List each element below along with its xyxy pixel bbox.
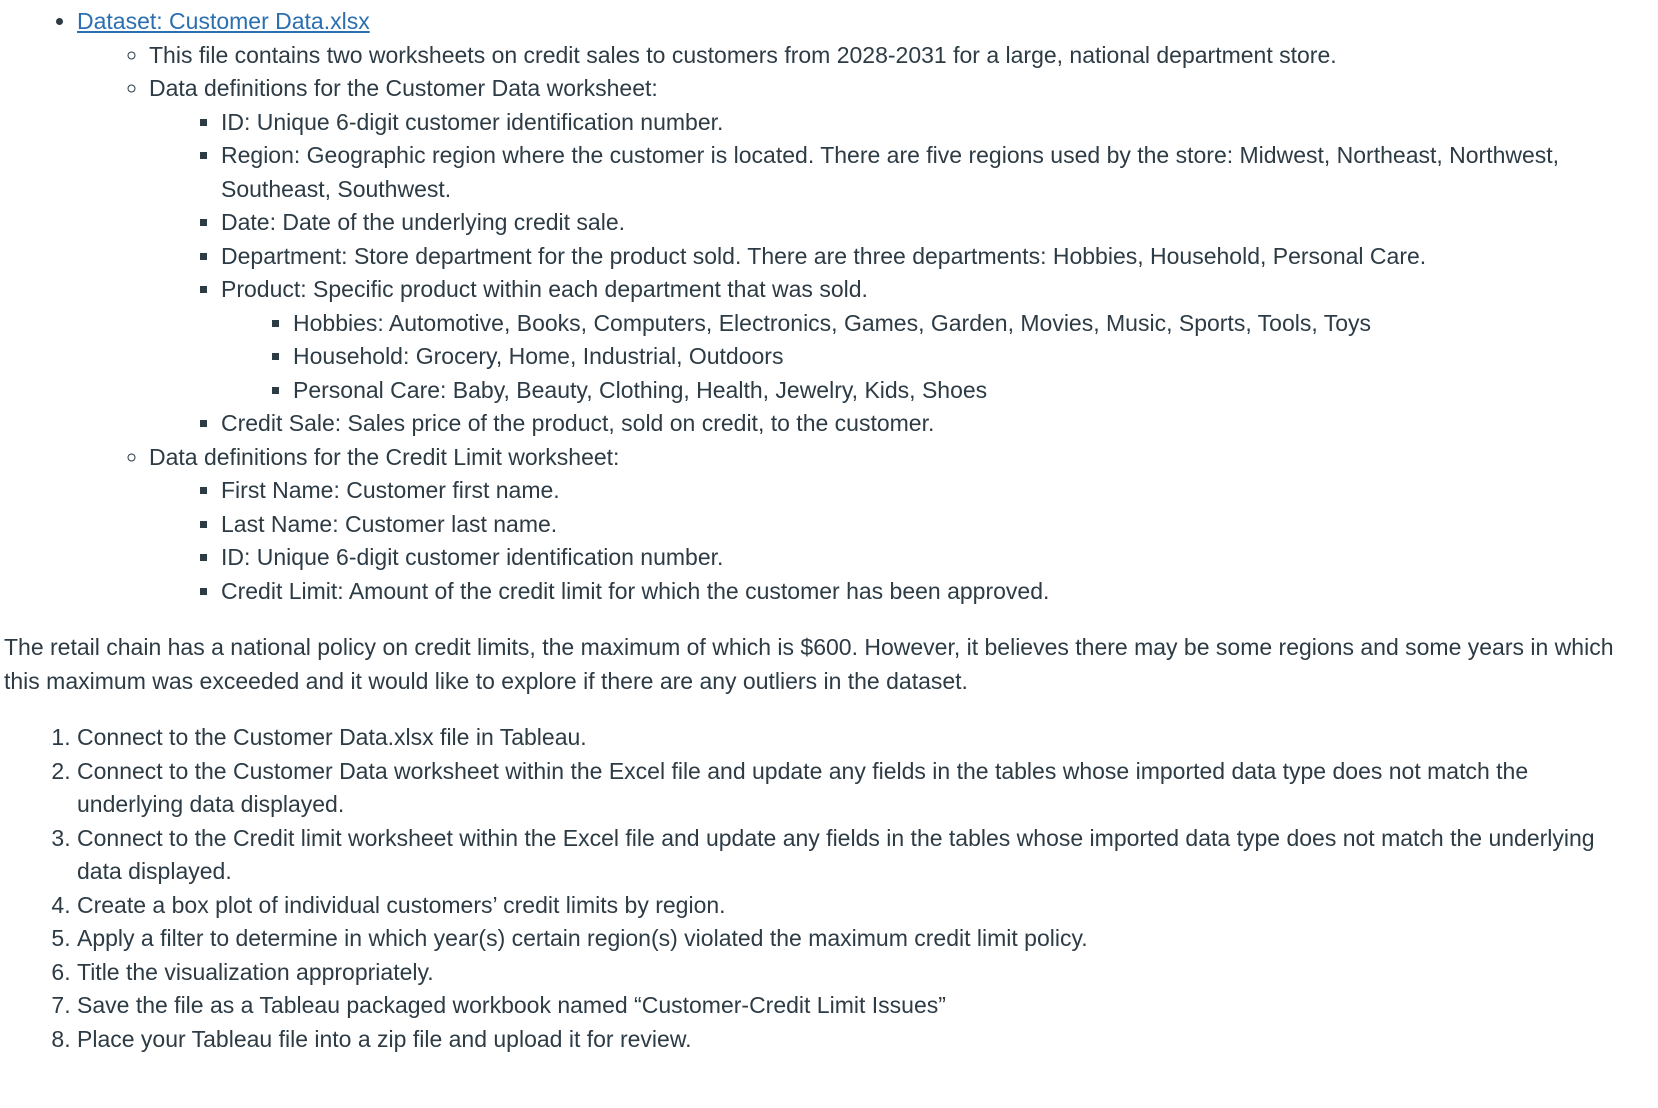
- credit-limit-definitions: [149, 441, 1640, 609]
- field-department: ▪ Department: Store department for the product sold. There are three departments: Hobbies, Household, Personal Care.: [221, 240, 1640, 274]
- step-item: 4. Create a box plot of individual customers’ credit limits by region.: [77, 889, 1640, 923]
- customer-data-heading: Data definitions for the Customer Data worksheet:: [149, 75, 658, 101]
- field-first-name: ▪ First Name: Customer first name.: [221, 474, 1640, 508]
- step-item: 2. Connect to the Customer Data worksheet within the Excel file and update any fields in the tables whose imported data type does not match the underlying data displayed.: [77, 755, 1640, 822]
- intro-paragraph: The retail chain has a national policy on credit limits, the maximum of which is $600. However, it believes there may be some regions and some years in which this maximum was exceeded and it would like to explore if there are any outliers in the dataset.: [4, 634, 1614, 694]
- product-hobbies: ▪ Hobbies: Automotive, Books, Computers, Electronics, Games, Garden, Movies, Music, Sports, Tools, Toys: [293, 307, 1640, 341]
- field-last-name: ▪ Last Name: Customer last name.: [221, 508, 1640, 542]
- steps-list: [0, 721, 1640, 1056]
- field-product: [221, 273, 1640, 407]
- step-item: 6. Title the visualization appropriately.: [77, 956, 1640, 990]
- field-credit-id: ▪ ID: Unique 6-digit customer identification number.: [221, 541, 1640, 575]
- field-id: ▪ ID: Unique 6-digit customer identification number.: [221, 106, 1640, 140]
- product-household: ▪ Household: Grocery, Home, Industrial, Outdoors: [293, 340, 1640, 374]
- dataset-details-list: [77, 39, 1640, 609]
- field-region: ▪ Region: Geographic region where the customer is located. There are five regions used by the store: Midwest, Northeast, Northwest, Southeast, Southwest.: [221, 139, 1640, 206]
- dataset-download-link[interactable]: Dataset: Customer Data.xlsx: [77, 8, 370, 34]
- dataset-list: [0, 5, 1640, 608]
- step-item: 7. Save the file as a Tableau packaged workbook named “Customer-Credit Limit Issues”: [77, 989, 1640, 1023]
- product-personal-care: ▪ Personal Care: Baby, Beauty, Clothing, Health, Jewelry, Kids, Shoes: [293, 374, 1640, 408]
- field-credit-limit: ▪ Credit Limit: Amount of the credit limit for which the customer has been approved.: [221, 575, 1640, 609]
- dataset-item: [77, 5, 1640, 608]
- field-credit-sale: ▪ Credit Sale: Sales price of the product, sold on credit, to the customer.: [221, 407, 1640, 441]
- product-list: [221, 307, 1640, 408]
- credit-limit-heading: Data definitions for the Credit Limit worksheet:: [149, 443, 620, 470]
- customer-data-definitions: [149, 72, 1640, 441]
- step-item: 1. Connect to the Customer Data.xlsx file in Tableau.: [77, 721, 1640, 755]
- dataset-description: ◦ This file contains two worksheets on credit sales to customers from 2028-2031 for a large, national department store.: [149, 39, 1640, 73]
- customer-data-fields: [149, 106, 1640, 441]
- step-item: 3. Connect to the Credit limit worksheet within the Excel file and update any fields in the tables whose imported data type does not match the underlying data displayed.: [77, 822, 1640, 889]
- step-item: 5. Apply a filter to determine in which year(s) certain region(s) violated the maximum credit limit policy.: [77, 922, 1640, 956]
- step-item: 8. Place your Tableau file into a zip file and upload it for review.: [77, 1023, 1640, 1057]
- field-date: ▪ Date: Date of the underlying credit sale.: [221, 206, 1640, 240]
- field-product-text: Product: Specific product within each department that was sold.: [221, 276, 868, 302]
- credit-limit-fields: [149, 474, 1640, 608]
- assignment-content: [0, 5, 1640, 1056]
